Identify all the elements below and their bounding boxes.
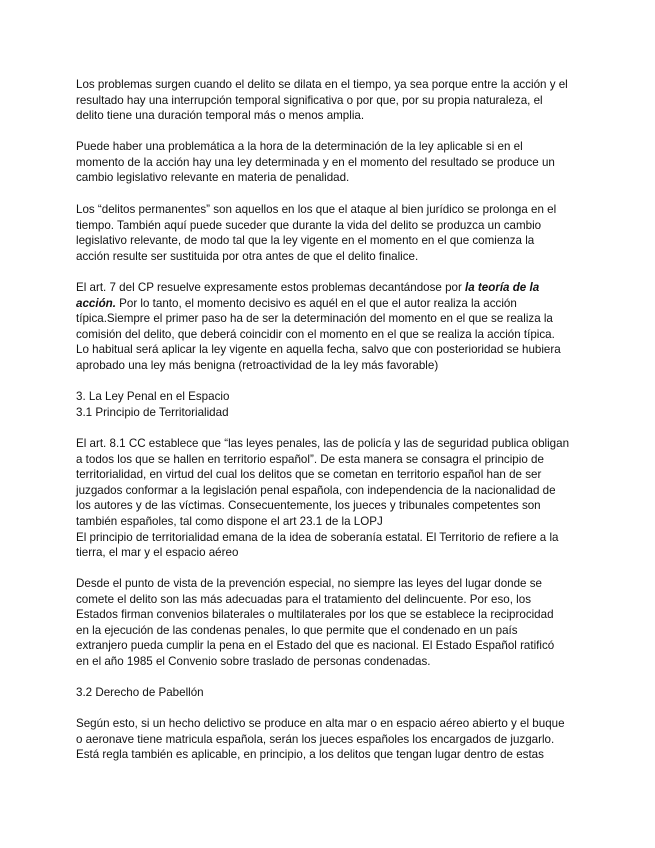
text-line: Desde el punto de vista de la prevención especial, no siempre las leyes del lugar donde se [76,577,542,590]
text-line: Puede haber una problemática a la hora de la determinación de la ley aplicable si en el [76,140,523,153]
text-line: tiempo. También aquí puede suceder que durante la vida del delito se produzca un cambio [76,218,542,232]
subsection-title: 3.1 Principio de Territorialidad [76,405,229,419]
text-line: a todos los que se hallen en territorio español”. De esta manera se consagra el principio de [76,452,544,466]
text-line: Según esto, si un hecho delictivo se produce en alta mar o en espacio aéreo abierto y el buque [76,717,565,730]
text-line: territorialidad, en virtud del cual los delitos que se cometan en territorio español han de ser [76,468,542,482]
subsection-title: 3.2 Derecho de Pabellón [76,686,204,699]
text-line: los autores y de las víctimas. Consecuentemente, los jueces y tribunales competentes son [76,499,541,513]
text-run: El art. 7 del CP resuelve expresamente estos problemas decantándose por [76,281,466,294]
text-line: en el año 1985 el Convenio sobre traslado de personas condenadas. [76,654,431,668]
text-line: tierra, el mar y el espacio aéreo [76,546,239,560]
emphasis-text: la teoría de la [465,281,540,294]
text-line: El principio de territorialidad emana de la idea de soberanía estatal. El Territorio de refiere a la [76,530,559,544]
subsection-heading-derecho-pabellon [76,685,588,701]
paragraph-teoria-de-la-accion [76,280,588,374]
text-line [76,296,588,312]
text-line: Los “delitos permanentes” son aquellos en los que el ataque al bien jurídico se prolonga en el [76,203,557,216]
text-line: resultado hay una interrupción temporal significativa o por que, por su propia naturaleza, el [76,93,543,107]
paragraph-delitos-permanentes [76,202,588,264]
paragraph-delitos-dilatados [76,77,588,124]
paragraph-ley-aplicable [76,139,588,186]
text-line: momento de la acción hay una ley determinada y en el momento del resultado se produce un [76,155,555,169]
text-line: Los problemas surgen cuando el delito se dilata en el tiempo, ya sea porque entre la acción y el [76,78,568,91]
paragraph-territorialidad [76,436,588,561]
text-line: El art. 8.1 CC establece que “las leyes penales, las de policía y las de seguridad publica obligan [76,437,570,450]
paragraph-derecho-pabellon [76,716,588,763]
text-line [76,280,588,296]
text-line: típica.Siempre el primer paso ha de ser la determinación del momento en el que se realiza la [76,312,553,326]
text-line: o aeronave tiene matricula española, serán los jueces españoles los encargados de juzgarlo. [76,732,555,746]
text-line: extranjero pueda cumplir la pena en el Estado del que es nacional. El Estado Español ratificó [76,639,555,653]
text-line: Está regla también es aplicable, en principio, a los delitos que tengan lugar dentro de estas [76,748,544,762]
text-line: legislativo relevante, de modo tal que la ley vigente en el momento en el que comienza la [76,234,535,248]
text-line: comete el delito son las más adecuadas para el tratamiento del delincuente. Por eso, los [76,592,531,606]
paragraph-prevencion-especial [76,576,588,670]
text-line: cambio legislativo relevante en materia de penalidad. [76,171,350,185]
text-line: en la ejecución de las condenas penales, lo que permite que el condenado en un país [76,623,518,637]
text-run: Por lo tanto, el momento decisivo es aquél en el que el autor realiza la acción [115,296,517,310]
section-heading-ley-penal-espacio [76,389,588,420]
emphasis-text: acción. [76,296,116,310]
text-line: delito tiene una duración temporal más o menos amplia. [76,109,365,123]
text-line: acción resulte ser sustituida por otra antes de que el delito finalice. [76,249,419,263]
text-line: también españoles, tal como dispone el art 23.1 de la LOPJ [76,514,383,528]
text-line: Estados firman convenios bilaterales o multilaterales por los que se establece la reciprocidad [76,608,554,622]
text-line: aprobado una ley más benigna (retroactividad de la ley más favorable) [76,358,439,372]
text-line: Lo habitual será aplicar la ley vigente en aquella fecha, salvo que con posterioridad se hubiera [76,343,561,357]
section-title: 3. La Ley Penal en el Espacio [76,390,230,403]
text-line: juzgados conformar a la legislación penal española, con independencia de la nacionalidad de [76,483,556,497]
text-line: comisión del delito, que deberá coincidir con el momento en el que se realiza la acción típica. [76,327,555,341]
